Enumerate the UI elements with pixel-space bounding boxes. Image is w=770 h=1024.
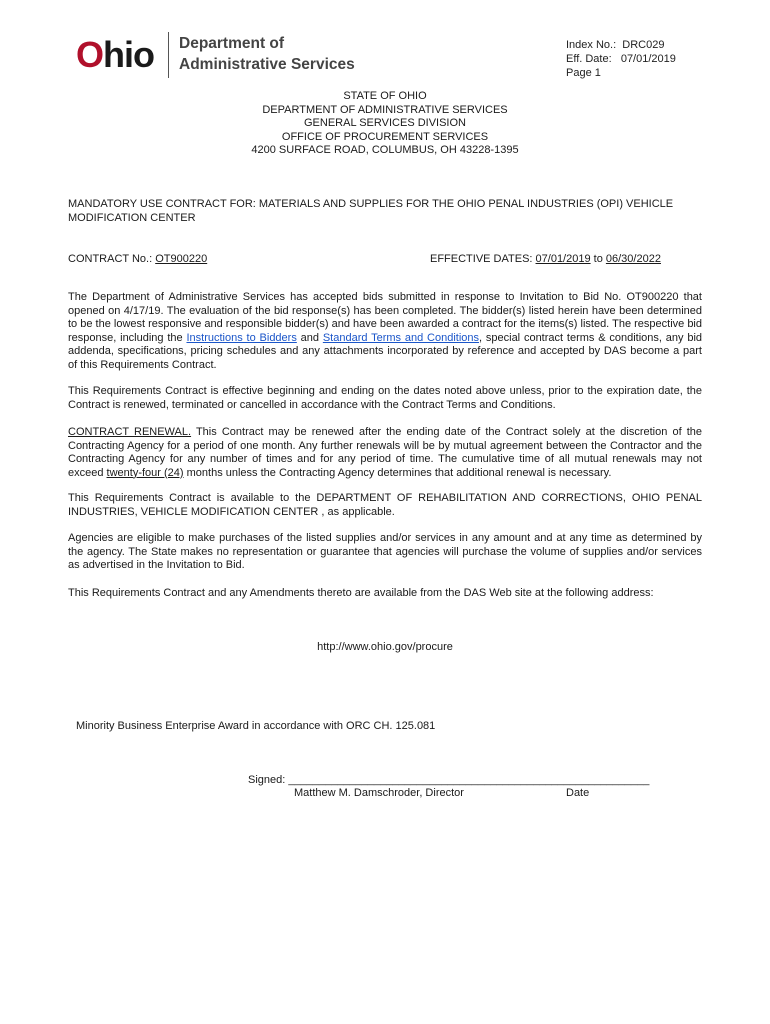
logo-department-name: Department of Administrative Services bbox=[179, 35, 355, 73]
signed-label: Signed: bbox=[248, 774, 289, 786]
award-paragraph bbox=[68, 291, 702, 372]
renewal-paragraph bbox=[68, 426, 702, 480]
index-block bbox=[566, 38, 676, 80]
effective-dates bbox=[430, 253, 661, 267]
address-header bbox=[0, 90, 770, 158]
signature-line bbox=[248, 774, 649, 788]
contract-number bbox=[68, 253, 207, 267]
minority-award-note: Minority Business Enterprise Award in accordance with ORC CH. 125.081 bbox=[76, 720, 436, 732]
eligibility-paragraph: Agencies are eligible to make purchases of the listed supplies and/or services in any amount and at any time as determined by the agency. The State makes no representation or guarantee that agencies will purchase the volume of supplies and/or services as advertised in the Invitation to Bid. bbox=[68, 532, 702, 571]
renewal-heading: CONTRACT RENEWAL. bbox=[68, 426, 192, 438]
contract-title-line: MANDATORY USE CONTRACT FOR: MATERIALS AND SUPPLIES FOR THE OHIO PENAL INDUSTRIES (OPI) VEHICLE bbox=[68, 198, 674, 210]
end-date: 06/30/2022 bbox=[605, 253, 661, 265]
standard-terms-link[interactable]: Standard Terms and Conditions bbox=[322, 331, 480, 344]
address-line: DEPARTMENT OF ADMINISTRATIVE SERVICES bbox=[262, 103, 508, 116]
ohio-das-logo bbox=[76, 30, 355, 80]
page-number: Page 1 bbox=[566, 67, 601, 79]
contract-title-line: MODIFICATION CENTER bbox=[68, 211, 196, 224]
award-text: , special contract terms & conditions, any bid addenda, specifications, pricing schedules and any attachments incorporated by reference and accepted by DAS become a part of this Requirements Contract. bbox=[68, 331, 703, 371]
contract-title bbox=[68, 198, 728, 225]
director-name: Matthew M. Damschroder, Director bbox=[294, 787, 464, 799]
logo-divider bbox=[168, 32, 169, 78]
award-text: The Department of Administrative Services has accepted bids submitted in response to Invitation to Bid No. OT900220 that opened on 4/17/19. The evaluation of the bid response(s) has been completed. The bidder(s) listed herein have been determined to be the lowest responsive and responsible bidder(s) and have been awarded a contract for the items(s) listed. The respective bid response, including the bbox=[68, 291, 702, 344]
address-line: STATE OF OHIO bbox=[343, 90, 427, 102]
availability-paragraph: This Requirements Contract is available to the DEPARTMENT OF REHABILITATION AND CORRECTIONS, OHIO PENAL INDUSTRIES, VEHICLE MODIFICATION CENTER , as applicable. bbox=[68, 492, 702, 518]
effective-dates-label: EFFECTIVE DATES: bbox=[430, 253, 536, 265]
start-date: 07/01/2019 bbox=[535, 253, 591, 265]
date-separator: to bbox=[590, 253, 606, 265]
date-label: Date bbox=[566, 787, 590, 799]
index-number: Index No.: DRC029 bbox=[566, 39, 665, 51]
address-line: GENERAL SERVICES DIVISION bbox=[304, 117, 466, 129]
effective-paragraph: This Requirements Contract is effective beginning and ending on the dates noted above unless, prior to the expiration date, the Contract is renewed, terminated or cancelled in accordance with the Contract Terms and Conditions. bbox=[68, 385, 702, 411]
ohio-wordmark: Ohio bbox=[76, 34, 154, 75]
website-paragraph: This Requirements Contract and any Amendments thereto are available from the DAS Web site at the following address: bbox=[68, 587, 654, 599]
renewal-text: months unless the Contracting Agency determines that additional renewal is necessary. bbox=[183, 466, 612, 479]
procurement-url: http://www.ohio.gov/procure bbox=[317, 641, 453, 653]
renewal-limit: twenty-four (24) bbox=[106, 466, 184, 479]
contract-number-value: OT900220 bbox=[155, 253, 208, 265]
instructions-to-bidders-link[interactable]: Instructions to Bidders bbox=[186, 331, 297, 344]
award-text: and bbox=[296, 331, 323, 344]
signature-underline: ___________________________________________________________ bbox=[288, 774, 650, 786]
address-line: 4200 SURFACE ROAD, COLUMBUS, OH 43228-1395 bbox=[251, 144, 519, 156]
address-line: OFFICE OF PROCUREMENT SERVICES bbox=[281, 130, 489, 143]
renewal-text: This Contract may be renewed after the ending date of the Contract solely at the discretion of the Contracting Agency for a period of one month. Any further renewals will be by mutual agreement between the Contractor and the Contracting Agency for any number of times and for any period of time. The cumulative time of all mutual renewals may not exceed bbox=[68, 426, 703, 479]
contract-number-label: CONTRACT No.: bbox=[68, 253, 156, 265]
effective-date: Eff. Date: 07/01/2019 bbox=[566, 53, 676, 65]
